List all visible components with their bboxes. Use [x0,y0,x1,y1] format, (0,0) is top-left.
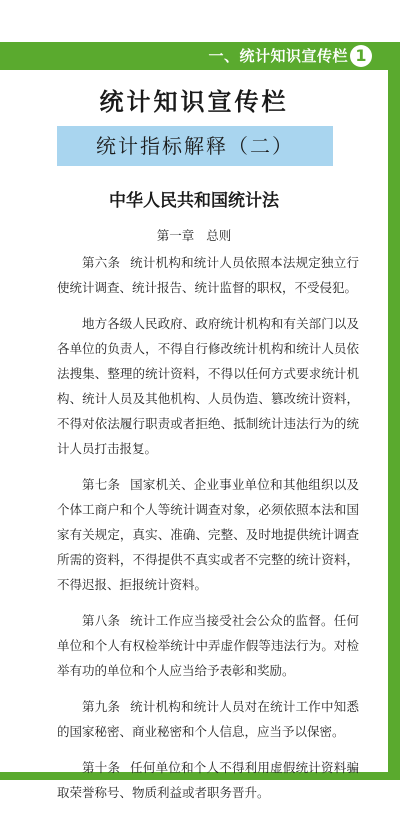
paragraph-article-6 [57,250,359,300]
chapter-name: 总则 [206,228,232,243]
article-number: 第七条 [82,477,121,492]
page-title: 统计知识宣传栏 [99,88,289,116]
subtitle-banner [57,126,333,166]
law-title: 中华人民共和国统计法 [109,191,279,211]
right-edge-strip [388,70,400,780]
chapter-number: 第一章 [156,228,195,243]
article-number: 第六条 [82,255,121,270]
section-number-badge: 1 [350,45,372,67]
article-text: 统计工作应当接受社会公众的监督。任何单位和个人有权检举统计中弄虚作假等违法行为。对检举有功的单位和个人应当给予表彰和奖励。 [57,613,359,678]
law-body [57,250,359,816]
paragraph-article-7 [57,472,359,597]
paragraph-article-8 [57,608,359,683]
chapter-heading [0,226,388,244]
article-text: 任何单位和个人不得利用虚假统计资料骗取荣誉称号、物质利益或者职务晋升。 [57,760,359,800]
article-text: 统计机构和统计人员对在统计工作中知悉的国家秘密、商业秘密和个人信息，应当予以保密。 [57,699,359,739]
top-margin [0,0,400,42]
subtitle-text: 统计指标解释（二） [96,134,294,158]
paragraph-article-9 [57,694,359,744]
paragraph-article-6-continued [57,311,359,461]
article-number: 第九条 [82,699,121,714]
article-text: 统计机构和统计人员依照本法规定独立行使统计调查、统计报告、统计监督的职权，不受侵犯。 [57,255,359,295]
article-text: 地方各级人民政府、政府统计机构和有关部门以及各单位的负责人，不得自行修改统计机构和统计人员依法搜集、整理的统计资料，不得以任何方式要求统计机构、统计人员及其他机构、人员伪造、篡改统计资料，不得对依法履行职责或者拒绝、抵制统计违法行为的统计人员打击报复。 [57,316,359,456]
article-text: 国家机关、企业事业单位和其他组织以及个体工商户和个人等统计调查对象，必须依照本法和国家有关规定，真实、准确、完整、及时地提供统计调查所需的资料，不得提供不真实或者不完整的统计资料，不得迟报、拒报统计资料。 [57,477,359,592]
paragraph-article-10 [57,755,359,805]
article-number: 第八条 [82,613,121,628]
article-number: 第十条 [82,760,121,775]
section-header-label: 一、统计知识宣传栏 [208,47,348,65]
